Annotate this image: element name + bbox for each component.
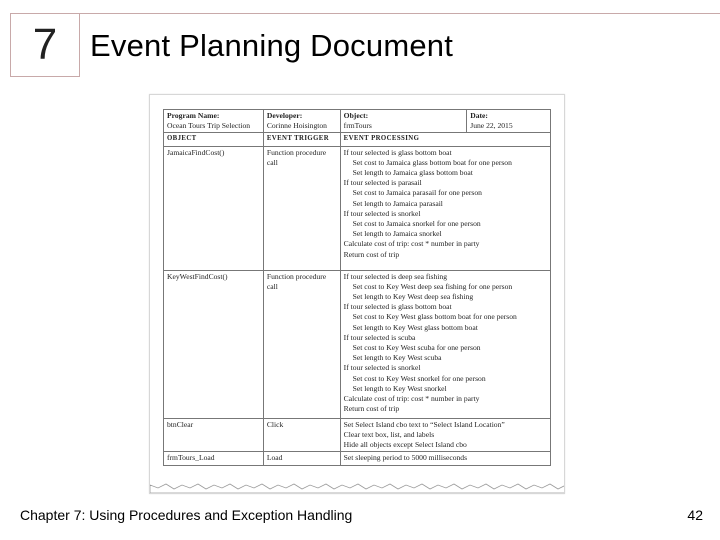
- developer-value: Corinne Hoisington: [266, 121, 327, 131]
- processing-line: Set cost to Jamaica parasail for one person: [352, 188, 482, 198]
- processing-line: Set Select Island cbo text to “Select Island Location”: [343, 419, 505, 429]
- processing-line: If tour selected is scuba: [343, 332, 416, 342]
- footer-chapter-title: Chapter 7: Using Procedures and Exception Handling: [20, 507, 353, 523]
- processing-line: If tour selected is parasail: [343, 178, 422, 188]
- processing-line: Set cost to Key West glass bottom boat for one person: [352, 312, 517, 322]
- event-rows: [164, 146, 551, 466]
- processing-line: Set cost to Key West deep sea fishing for one person: [352, 281, 513, 291]
- event-row: [164, 418, 551, 452]
- processing-line: If tour selected is glass bottom boat: [343, 147, 452, 157]
- column-header-trigger: EVENT TRIGGER: [263, 133, 340, 146]
- slide-title: Event Planning Document: [90, 28, 454, 63]
- event-trigger-cell: Load: [263, 452, 340, 466]
- event-object-cell: KeyWestFindCost(): [164, 270, 264, 418]
- date-value: June 22, 2015: [470, 121, 513, 131]
- processing-line: Calculate cost of trip: cost * number in party: [343, 239, 480, 249]
- developer-cell: [263, 110, 340, 133]
- date-cell: [467, 110, 551, 133]
- column-header-row: [164, 133, 551, 146]
- event-planning-document: [149, 94, 565, 494]
- processing-line: Set sleeping period to 5000 milliseconds: [343, 453, 468, 463]
- processing-line: Calculate cost of trip: cost * number in party: [343, 394, 480, 404]
- processing-line: Clear text box, list, and labels: [343, 429, 435, 439]
- event-processing-cell: [340, 418, 550, 452]
- processing-line: Set length to Jamaica snorkel: [352, 229, 442, 239]
- processing-line: Set length to Key West scuba: [352, 353, 442, 363]
- event-object-cell: frmTours_Load: [164, 452, 264, 466]
- event-processing-cell: [340, 270, 550, 418]
- processing-line: Return cost of trip: [343, 249, 400, 259]
- date-label: Date:: [470, 111, 488, 120]
- event-trigger-cell: Function procedure call: [263, 270, 340, 418]
- event-planning-table: [163, 109, 551, 466]
- program-name-cell: [164, 110, 264, 133]
- processing-line: Set length to Key West deep sea fishing: [352, 292, 474, 302]
- processing-line: Hide all objects except Select Island cbo: [343, 440, 467, 450]
- event-row: [164, 452, 551, 466]
- object-label: Object:: [343, 111, 369, 120]
- processing-line: Set length to Jamaica parasail: [352, 198, 443, 208]
- program-name-label: Program Name:: [167, 111, 220, 120]
- event-object-cell: btnClear: [164, 418, 264, 452]
- column-header-object: OBJECT: [164, 133, 264, 146]
- chapter-number: 7: [32, 20, 58, 69]
- chapter-number-box: [10, 13, 80, 77]
- event-processing-cell: [340, 146, 550, 270]
- processing-line: Set length to Key West glass bottom boat: [352, 322, 478, 332]
- object-value: frmTours: [343, 121, 372, 131]
- processing-line: Set length to Jamaica glass bottom boat: [352, 168, 473, 178]
- page-number: 42: [687, 507, 703, 523]
- event-processing-cell: [340, 452, 550, 466]
- object-cell: [340, 110, 467, 133]
- program-name-value: Ocean Tours Trip Selection: [167, 121, 251, 131]
- processing-line: Set cost to Jamaica snorkel for one person: [352, 219, 481, 229]
- processing-line: If tour selected is snorkel: [343, 208, 421, 218]
- event-row: [164, 146, 551, 270]
- processing-line: Set length to Key West snorkel: [352, 383, 447, 393]
- processing-line: Set cost to Key West snorkel for one person: [352, 373, 486, 383]
- event-object-cell: JamaicaFindCost(): [164, 146, 264, 270]
- processing-line: Set cost to Key West scuba for one person: [352, 343, 481, 353]
- processing-line: Return cost of trip: [343, 404, 400, 414]
- column-header-processing: EVENT PROCESSING: [340, 133, 550, 146]
- torn-edge: [150, 481, 565, 493]
- event-trigger-cell: Click: [263, 418, 340, 452]
- event-trigger-cell: Function procedure call: [263, 146, 340, 270]
- header-info-row: [164, 110, 551, 133]
- processing-line: If tour selected is glass bottom boat: [343, 302, 452, 312]
- processing-line: If tour selected is deep sea fishing: [343, 271, 447, 281]
- header-rule: [80, 13, 720, 14]
- processing-line: Set cost to Jamaica glass bottom boat for one person: [352, 157, 512, 167]
- processing-line: If tour selected is snorkel: [343, 363, 421, 373]
- developer-label: Developer:: [266, 111, 303, 120]
- event-row: [164, 270, 551, 418]
